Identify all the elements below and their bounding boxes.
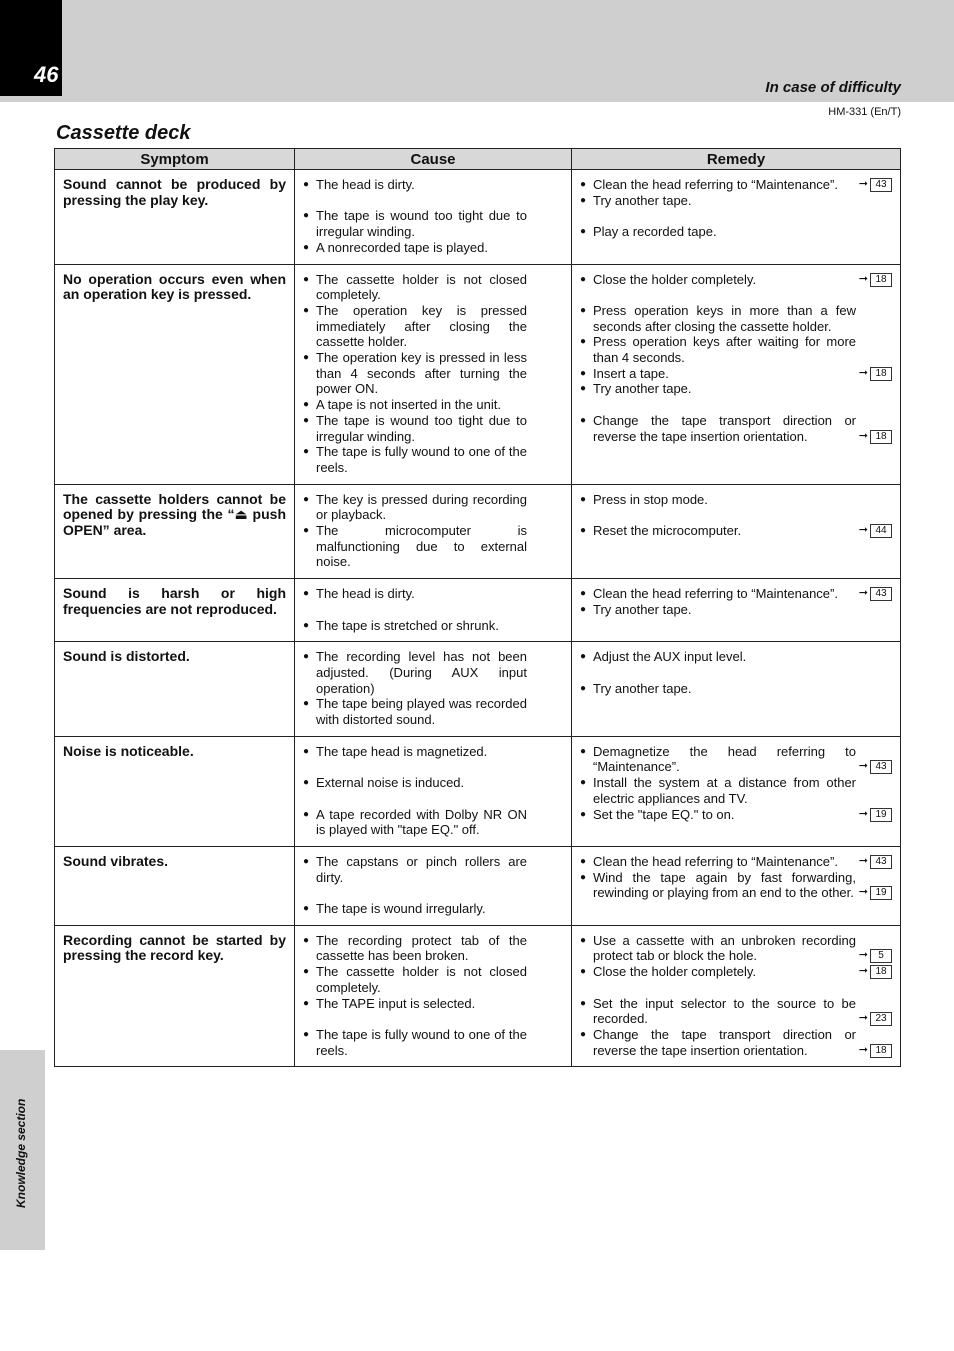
page-title: Cassette deck <box>56 122 191 144</box>
cause-item <box>303 208 563 239</box>
cause-text: The tape is stretched or shrunk. <box>316 617 499 633</box>
remedy-item <box>580 933 892 964</box>
remedy-cell <box>572 484 901 579</box>
cause-item <box>303 523 563 570</box>
cause-text: The TAPE input is selected. <box>316 995 476 1011</box>
page-reference <box>856 429 892 445</box>
cause-cell <box>295 642 572 737</box>
cause-item <box>303 933 563 964</box>
table-header-row <box>55 149 901 170</box>
reference-page-number: 43 <box>870 760 892 774</box>
remedy-text: Demagnetize the head referring to “Maintenance”. <box>593 743 856 775</box>
spacer <box>580 507 892 523</box>
cause-item <box>303 492 563 523</box>
bullet-icon: ● <box>303 966 310 978</box>
troubleshooting-table <box>54 148 901 1067</box>
reference-page-number: 43 <box>870 587 892 601</box>
remedy-text: Reset the microcomputer. <box>593 523 742 539</box>
cause-text: The tape is wound too tight due to irregular winding. <box>316 412 527 444</box>
page-reference <box>856 807 892 823</box>
bullet-icon: ● <box>580 1028 587 1040</box>
bullet-icon: ● <box>580 588 587 600</box>
cause-item <box>303 303 563 350</box>
page-number: 46 <box>34 62 59 87</box>
remedy-header: Remedy <box>572 149 901 170</box>
table-row <box>55 736 901 846</box>
cause-item <box>303 744 563 760</box>
cause-item <box>303 444 563 475</box>
symptom-cell: Sound cannot be produced by pressing the play key. <box>55 170 295 265</box>
remedy-item <box>580 272 892 288</box>
bullet-icon: ● <box>580 871 587 883</box>
remedy-item <box>580 775 892 806</box>
remedy-text: Press in stop mode. <box>593 491 708 507</box>
remedy-text: Clean the head referring to “Maintenance”. <box>593 177 838 192</box>
reference-page-number: 19 <box>870 808 892 822</box>
remedy-item <box>580 996 892 1027</box>
symptom-cell: Sound is distorted. <box>55 642 295 737</box>
bullet-icon: ● <box>580 651 587 663</box>
remedy-text: Try another tape. <box>593 192 692 208</box>
spacer <box>580 980 892 996</box>
bullet-icon: ● <box>580 966 587 978</box>
spacer <box>580 665 892 681</box>
bullet-icon: ● <box>580 414 587 426</box>
bullet-icon: ● <box>303 179 310 190</box>
bullet-icon: ● <box>580 997 587 1009</box>
page-reference <box>856 854 892 870</box>
cause-item <box>303 649 563 696</box>
remedy-cell <box>572 579 901 642</box>
cause-text: External noise is induced. <box>316 775 465 791</box>
cause-text: A nonrecorded tape is played. <box>316 239 489 255</box>
symptom-cell: No operation occurs even when an operation key is pressed. <box>55 264 295 484</box>
reference-page-number: 18 <box>870 430 892 444</box>
remedy-text: Close the holder completely. <box>593 271 757 287</box>
bullet-icon: ● <box>303 808 310 820</box>
cause-text: The tape being played was recorded with distorted sound. <box>316 696 527 728</box>
bullet-icon: ● <box>580 808 587 820</box>
symptom-cell: Sound vibrates. <box>55 846 295 925</box>
remedy-text: Change the tape transport direction or reverse the tape insertion orientation. <box>593 1026 856 1058</box>
remedy-item <box>580 602 892 618</box>
bullet-icon: ● <box>303 619 310 631</box>
bullet-icon: ● <box>580 493 587 505</box>
page-reference <box>856 586 892 602</box>
table-row <box>55 170 901 265</box>
remedy-item <box>580 334 892 365</box>
page-reference <box>856 964 892 980</box>
reference-page-number: 18 <box>870 1044 892 1058</box>
remedy-item <box>580 870 892 901</box>
page-reference <box>856 1043 892 1059</box>
bullet-icon: ● <box>580 336 587 348</box>
bullet-icon: ● <box>303 352 310 364</box>
bullet-icon: ● <box>580 855 587 867</box>
remedy-item <box>580 224 892 240</box>
bullet-icon: ● <box>303 210 310 222</box>
cause-text: The tape is wound irregularly. <box>316 901 486 917</box>
arrow-icon: ➞ <box>858 1043 868 1056</box>
arrow-icon: ➞ <box>858 587 868 600</box>
cause-cell <box>295 484 572 579</box>
arrow-icon: ➞ <box>858 272 868 285</box>
cause-text: The tape is fully wound to one of the reels. <box>316 1026 527 1058</box>
remedy-item <box>580 1027 892 1058</box>
remedy-item <box>580 366 892 382</box>
remedy-item <box>580 523 892 539</box>
remedy-text: Try another tape. <box>593 680 692 696</box>
symptom-cell: Noise is noticeable. <box>55 736 295 846</box>
reference-page-number: 43 <box>870 178 892 192</box>
bullet-icon: ● <box>303 777 310 789</box>
arrow-icon: ➞ <box>858 807 868 820</box>
cause-text: A tape is not inserted in the unit. <box>316 397 502 413</box>
reference-page-number: 18 <box>870 965 892 979</box>
bullet-icon: ● <box>580 304 587 316</box>
bullet-icon: ● <box>303 399 310 411</box>
remedy-text: Set the "tape EQ." to on. <box>593 806 735 822</box>
remedy-item <box>580 854 892 870</box>
symptom-cell: Recording cannot be started by pressing the record key. <box>55 925 295 1067</box>
remedy-text: Close the holder completely. <box>593 964 757 980</box>
cause-text: The key is pressed during recording or playback. <box>316 491 527 523</box>
cause-item <box>303 696 563 727</box>
arrow-icon: ➞ <box>858 366 868 379</box>
reference-page-number: 5 <box>870 949 892 963</box>
arrow-icon: ➞ <box>858 1012 868 1025</box>
bullet-icon: ● <box>303 997 310 1009</box>
symptom-cell: Sound is harsh or high frequencies are not reproduced. <box>55 579 295 642</box>
page-reference <box>856 523 892 539</box>
arrow-icon: ➞ <box>858 429 868 442</box>
bullet-icon: ● <box>580 603 587 615</box>
reference-page-number: 23 <box>870 1012 892 1026</box>
spacer <box>303 1011 563 1027</box>
page-reference <box>856 1011 892 1027</box>
cause-cell <box>295 925 572 1067</box>
cause-item <box>303 177 563 193</box>
page-number-box <box>0 0 62 96</box>
cause-item <box>303 854 563 885</box>
reference-page-number: 43 <box>870 855 892 869</box>
bullet-icon: ● <box>303 855 310 867</box>
remedy-item <box>580 193 892 209</box>
remedy-item <box>580 744 892 775</box>
bullet-icon: ● <box>303 1028 310 1040</box>
remedy-cell <box>572 925 901 1067</box>
remedy-text: Play a recorded tape. <box>593 224 717 240</box>
bullet-icon: ● <box>303 651 310 663</box>
cause-cell <box>295 736 572 846</box>
page-reference <box>856 948 892 964</box>
cause-item <box>303 272 563 303</box>
reference-page-number: 18 <box>870 367 892 381</box>
cause-item <box>303 618 563 634</box>
reference-page-number: 44 <box>870 524 892 538</box>
remedy-text: Wind the tape again by fast forwarding, rewinding or playing from an end to the other. <box>593 869 856 901</box>
symptom-cell: The cassette holders cannot be opened by pressing the “⏏ push OPEN” area. <box>55 484 295 579</box>
remedy-cell <box>572 170 901 265</box>
remedy-text: Set the input selector to the source to be recorded. <box>593 995 856 1027</box>
spacer <box>580 208 892 224</box>
cause-item <box>303 1027 563 1058</box>
bullet-icon: ● <box>303 903 310 915</box>
cause-text: A tape recorded with Dolby NR ON is played with "tape EQ." off. <box>316 806 527 838</box>
cause-item <box>303 413 563 444</box>
page-reference <box>856 885 892 901</box>
remedy-cell <box>572 642 901 737</box>
bullet-icon: ● <box>580 777 587 789</box>
bullet-icon: ● <box>303 934 310 946</box>
remedy-cell <box>572 264 901 484</box>
remedy-item <box>580 177 892 193</box>
spacer <box>303 759 563 775</box>
page-reference <box>856 272 892 288</box>
cause-item <box>303 807 563 838</box>
bullet-icon: ● <box>580 745 587 757</box>
cause-item <box>303 964 563 995</box>
remedy-item <box>580 807 892 823</box>
reference-page-number: 19 <box>870 886 892 900</box>
bullet-icon: ● <box>303 745 310 757</box>
arrow-icon: ➞ <box>858 524 868 537</box>
symptom-header: Symptom <box>55 149 295 170</box>
remedy-cell <box>572 736 901 846</box>
cause-item <box>303 996 563 1012</box>
cause-text: The head is dirty. <box>316 177 415 192</box>
reference-page-number: 18 <box>870 273 892 287</box>
remedy-text: Press operation keys after waiting for more than 4 seconds. <box>593 334 856 365</box>
table-row <box>55 484 901 579</box>
remedy-text: Install the system at a distance from other electric appliances and TV. <box>593 775 856 806</box>
cause-text: The microcomputer is malfunctioning due to external noise. <box>316 523 527 570</box>
bullet-icon: ● <box>580 934 587 946</box>
cause-text: The cassette holder is not closed completely. <box>316 964 527 995</box>
remedy-text: Adjust the AUX input level. <box>593 649 747 665</box>
bullet-icon: ● <box>303 525 310 537</box>
section-title: In case of difficulty <box>765 79 901 96</box>
cause-item <box>303 586 563 602</box>
bullet-icon: ● <box>303 493 310 505</box>
bullet-icon: ● <box>580 367 587 379</box>
bullet-icon: ● <box>303 273 310 285</box>
bullet-icon: ● <box>580 179 587 190</box>
remedy-item <box>580 649 892 665</box>
remedy-item <box>580 303 892 334</box>
arrow-icon: ➞ <box>858 886 868 899</box>
cause-text: The operation key is pressed in less than 4 seconds after turning the power ON. <box>316 350 527 397</box>
table-row <box>55 264 901 484</box>
side-label: Knowledge section <box>14 1098 28 1208</box>
arrow-icon: ➞ <box>858 760 868 773</box>
cause-text: The tape is wound too tight due to irregular winding. <box>316 208 527 240</box>
spacer <box>303 885 563 901</box>
cause-text: The cassette holder is not closed completely. <box>316 271 527 303</box>
spacer <box>580 287 892 303</box>
table-row <box>55 579 901 642</box>
remedy-text: Change the tape transport direction or reverse the tape insertion orientation. <box>593 412 856 444</box>
remedy-text: Try another tape. <box>593 601 692 617</box>
arrow-icon: ➞ <box>858 178 868 190</box>
bullet-icon: ● <box>580 525 587 537</box>
remedy-text: Press operation keys in more than a few seconds after closing the cassette holder. <box>593 302 856 334</box>
spacer <box>303 193 563 209</box>
arrow-icon: ➞ <box>858 965 868 978</box>
bullet-icon: ● <box>303 698 310 710</box>
remedy-item <box>580 964 892 980</box>
arrow-icon: ➞ <box>858 854 868 867</box>
arrow-icon: ➞ <box>858 949 868 962</box>
remedy-text: Clean the head referring to “Maintenance”. <box>593 586 838 602</box>
cause-item <box>303 350 563 397</box>
page-reference <box>856 177 892 193</box>
cause-text: The tape is fully wound to one of the reels. <box>316 444 527 475</box>
remedy-text: Try another tape. <box>593 381 692 397</box>
remedy-text: Clean the head referring to “Maintenance”. <box>593 853 838 869</box>
bullet-icon: ● <box>303 446 310 458</box>
cause-text: The operation key is pressed immediately after closing the cassette holder. <box>316 302 527 350</box>
cause-text: The recording level has not been adjusted. (During AUX input operation) <box>316 649 527 696</box>
cause-text: The recording protect tab of the cassette has been broken. <box>316 932 527 964</box>
bullet-icon: ● <box>303 414 310 426</box>
table-row <box>55 925 901 1067</box>
cause-header: Cause <box>295 149 572 170</box>
bullet-icon: ● <box>303 304 310 316</box>
bullet-icon: ● <box>580 383 587 395</box>
remedy-item <box>580 681 892 697</box>
bullet-icon: ● <box>580 273 587 285</box>
bullet-icon: ● <box>580 226 587 238</box>
bullet-icon: ● <box>580 682 587 694</box>
cause-cell <box>295 170 572 265</box>
spacer <box>303 602 563 618</box>
bullet-icon: ● <box>580 194 587 206</box>
cause-cell <box>295 579 572 642</box>
remedy-item <box>580 586 892 602</box>
remedy-text: Insert a tape. <box>593 365 669 381</box>
bullet-icon: ● <box>303 588 310 600</box>
spacer <box>303 791 563 807</box>
cause-item <box>303 240 563 256</box>
bullet-icon: ● <box>303 241 310 253</box>
model-code: HM-331 (En/T) <box>828 106 901 118</box>
cause-item <box>303 775 563 791</box>
cause-item <box>303 901 563 917</box>
remedy-item <box>580 492 892 508</box>
page-reference <box>856 759 892 775</box>
cause-text: The head is dirty. <box>316 586 415 602</box>
page-reference <box>856 366 892 382</box>
cause-cell <box>295 264 572 484</box>
table-row <box>55 846 901 925</box>
remedy-text: Use a cassette with an unbroken recording protect tab or block the hole. <box>593 932 856 964</box>
remedy-cell <box>572 846 901 925</box>
table-row <box>55 642 901 737</box>
spacer <box>580 397 892 413</box>
cause-text: The capstans or pinch rollers are dirty. <box>316 853 527 885</box>
remedy-item <box>580 381 892 397</box>
cause-item <box>303 397 563 413</box>
cause-text: The tape head is magnetized. <box>316 743 488 759</box>
remedy-item <box>580 413 892 444</box>
cause-cell <box>295 846 572 925</box>
